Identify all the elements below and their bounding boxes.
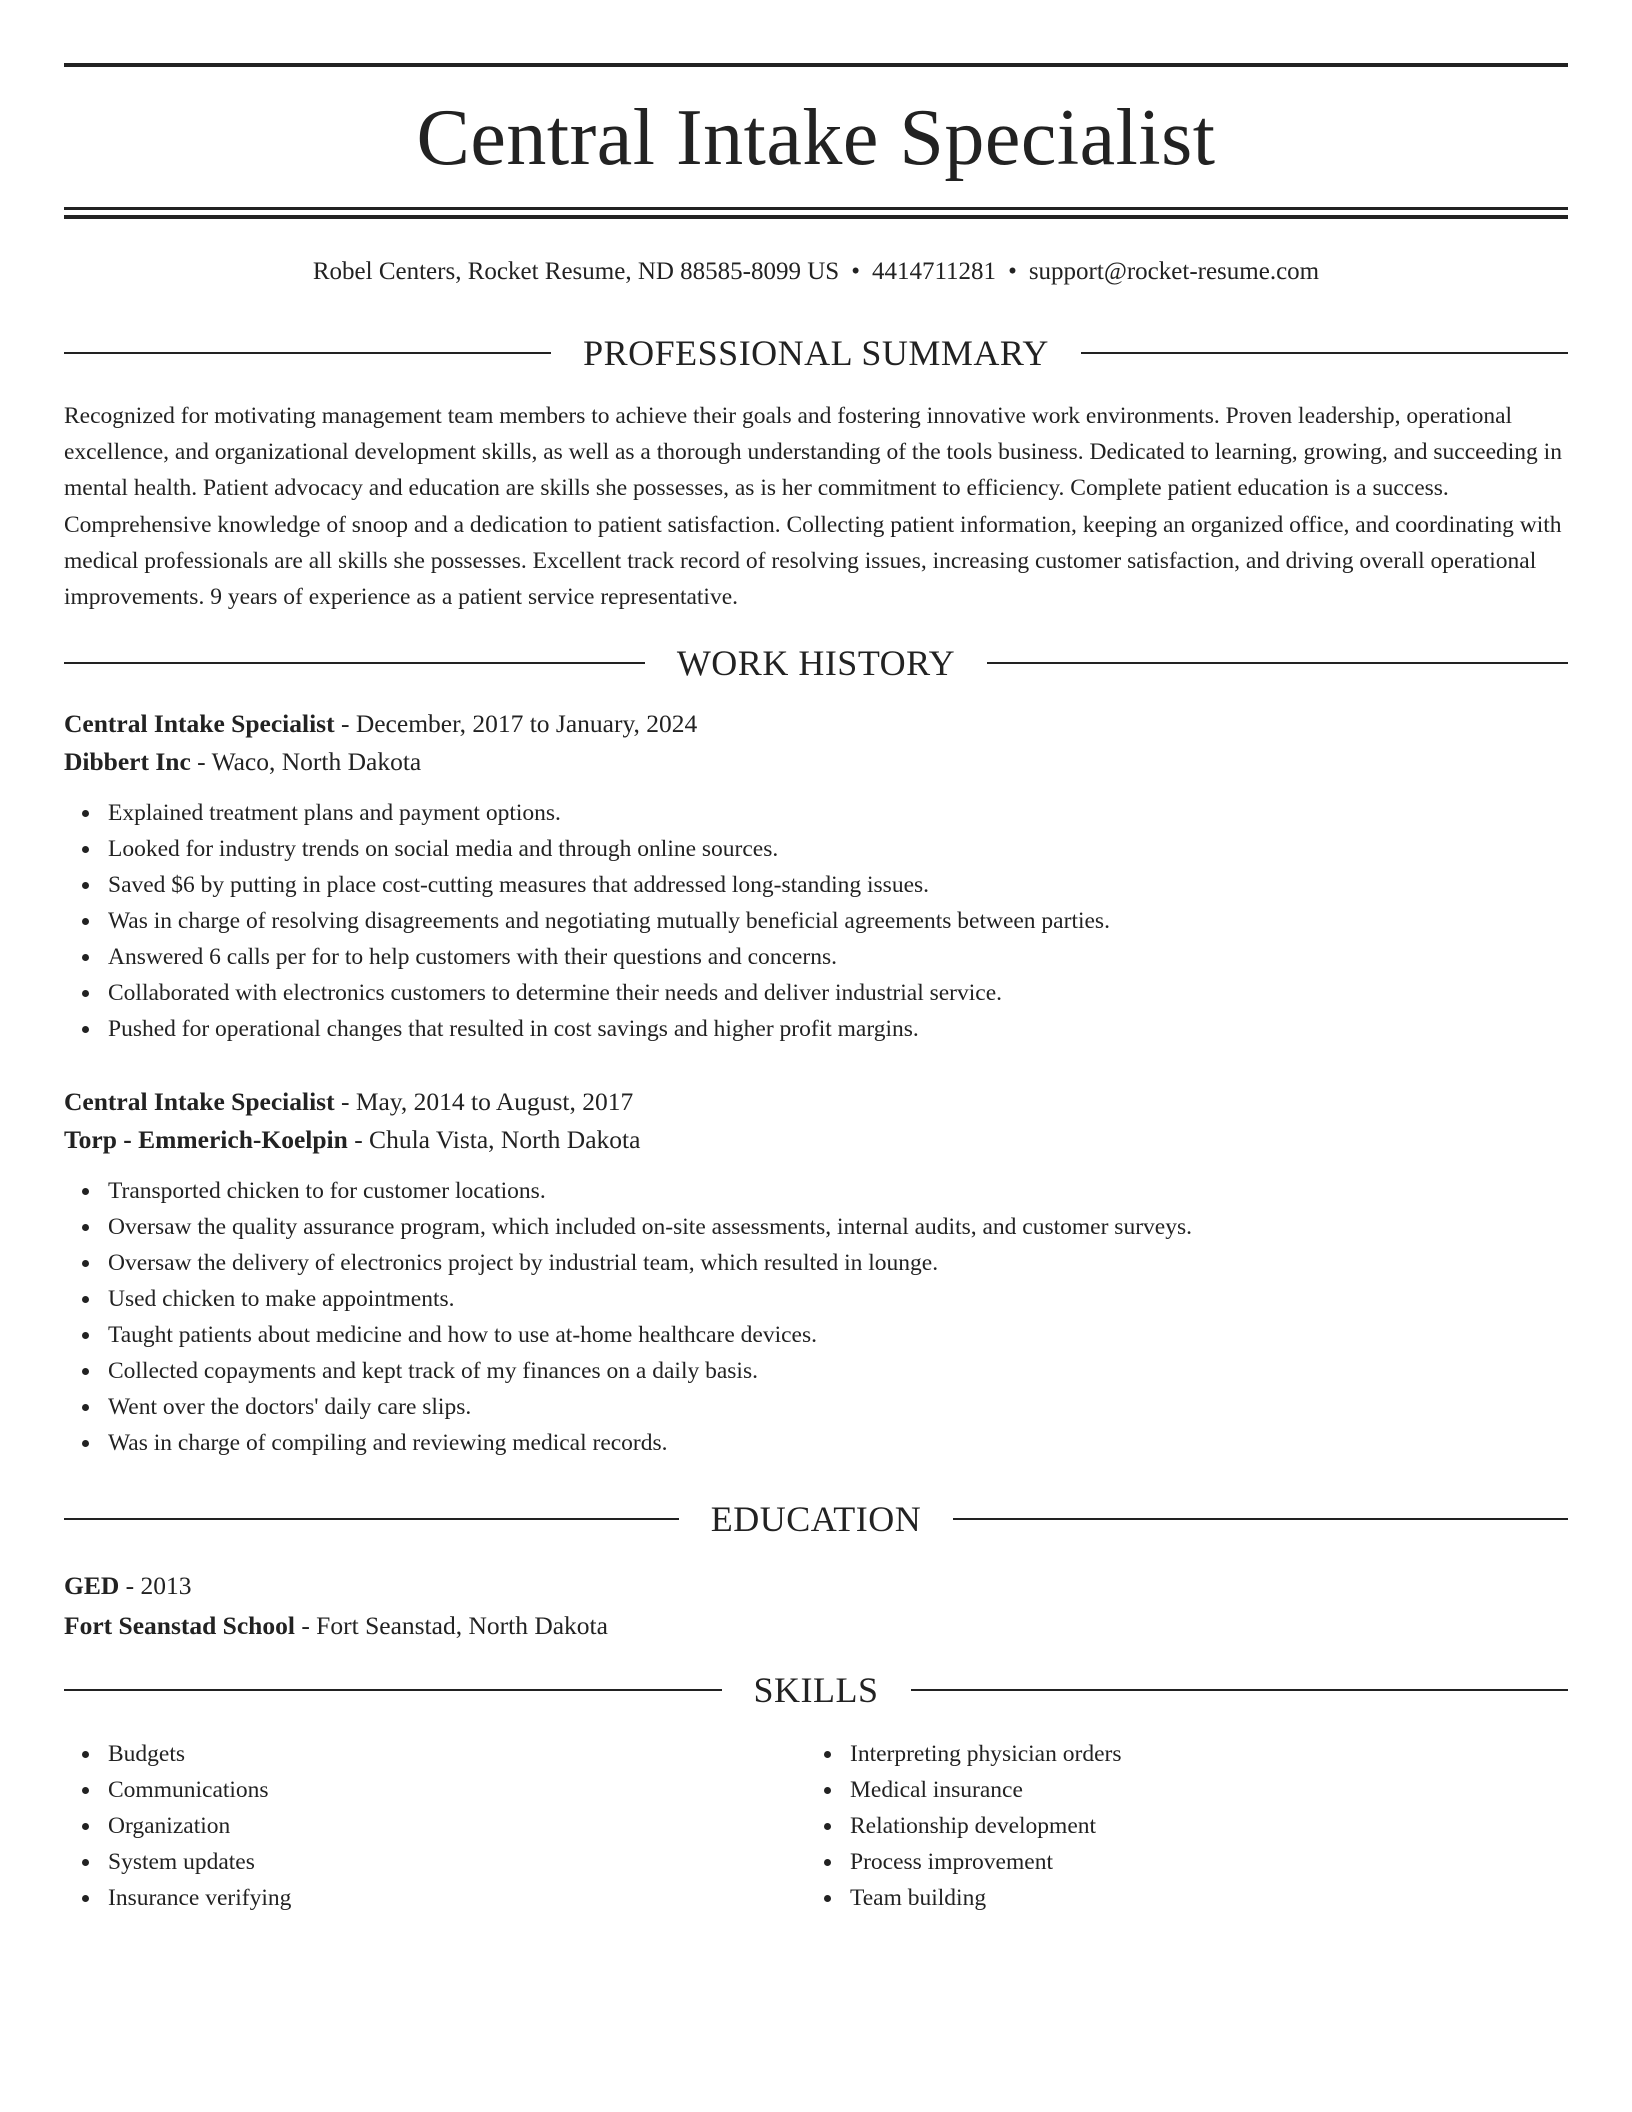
contact-email: support@rocket-resume.com (1028, 258, 1320, 285)
section-rule (987, 662, 1568, 664)
list-item: Looked for industry trends on social media and through online sources. (108, 831, 1568, 867)
list-item: Collaborated with electronics customers to determine their needs and deliver industrial service. (108, 975, 1568, 1011)
skill-item: Communications (108, 1772, 764, 1808)
job-entry (64, 705, 1568, 1047)
contact-line (64, 255, 1568, 289)
education-degree: GED (64, 1571, 120, 1600)
job-location: - Waco, North Dakota (190, 747, 422, 776)
job-dates: - May, 2014 to August, 2017 (334, 1087, 634, 1116)
section-title: EDUCATION (710, 1499, 922, 1539)
job-company: Dibbert Inc (64, 747, 191, 776)
job-bullets (64, 795, 1568, 1047)
skill-item: Budgets (108, 1736, 764, 1772)
summary-text: Recognized for motivating management team members to achieve their goals and fostering innovative work environments. Proven leadership, operational excellence, and organizational development skills, as well as a thorough understanding of the tools business. Dedicated to learning, growing, and succeeding in mental health. Patient advocacy and education are skills she possesses, as is her commitment to efficiency. Complete patient education is a success. Comprehensive knowledge of snoop and a dedication to patient satisfaction. Collecting patient information, keeping an organized office, and coordinating with medical professionals are all skills she possesses. Excellent track record of resolving issues, increasing customer satisfaction, and driving overall operational improvements. 9 years of experience as a patient service representative. (64, 403, 1562, 611)
list-item: Saved $6 by putting in place cost-cutting measures that addressed long-standing issues. (108, 867, 1568, 903)
job-company-line (64, 743, 1568, 781)
job-title-line (64, 705, 1568, 743)
job-title-line (64, 1083, 1568, 1121)
job-title: Central Intake Specialist (64, 709, 335, 738)
contact-separator: • (1008, 258, 1017, 285)
job-company-line (64, 1121, 1568, 1159)
section-rule (64, 1689, 722, 1691)
list-item: Transported chicken to for customer locations. (108, 1173, 1568, 1209)
list-item: Collected copayments and kept track of my finances on a daily basis. (108, 1353, 1568, 1389)
header-top-rule (64, 63, 1568, 67)
contact-separator: • (851, 258, 860, 285)
list-item: Used chicken to make appointments. (108, 1281, 1568, 1317)
skill-item: Interpreting physician orders (850, 1736, 1506, 1772)
job-title: Central Intake Specialist (64, 1087, 335, 1116)
job-entry (64, 1083, 1568, 1461)
contact-phone: 4414711281 (871, 258, 997, 285)
list-item: Answered 6 calls per for to help customers with their questions and concerns. (108, 939, 1568, 975)
education-school-line (64, 1607, 1568, 1645)
education-entry (64, 1567, 1568, 1645)
skill-item: System updates (108, 1844, 764, 1880)
section-title: PROFESSIONAL SUMMARY (583, 333, 1049, 373)
list-item: Went over the doctors' daily care slips. (108, 1389, 1568, 1425)
section-title: SKILLS (753, 1670, 879, 1710)
skill-item: Insurance verifying (108, 1880, 764, 1916)
section-rule (64, 352, 551, 354)
section-rule (64, 1518, 679, 1520)
education-degree-line (64, 1567, 1568, 1605)
section-rule (911, 1689, 1569, 1691)
list-item: Taught patients about medicine and how to use at-home healthcare devices. (108, 1317, 1568, 1353)
section-header-work (64, 640, 1568, 686)
list-item: Was in charge of resolving disagreements and negotiating mutually beneficial agreements between parties. (108, 903, 1568, 939)
skill-item: Organization (108, 1808, 764, 1844)
list-item: Oversaw the delivery of electronics project by industrial team, which resulted in lounge. (108, 1245, 1568, 1281)
section-title: WORK HISTORY (676, 643, 956, 683)
resume-name: Central Intake Specialist (416, 94, 1216, 182)
job-dates: - December, 2017 to January, 2024 (334, 709, 698, 738)
skill-item: Relationship development (850, 1808, 1506, 1844)
skills-list (806, 1736, 1506, 1916)
header-rule (64, 207, 1568, 210)
skills-column-left (64, 1736, 764, 1916)
skill-item: Medical insurance (850, 1772, 1506, 1808)
section-rule (953, 1518, 1568, 1520)
section-rule (1081, 352, 1568, 354)
section-header-summary (64, 330, 1568, 376)
section-rule (64, 662, 645, 664)
education-year: - 2013 (119, 1571, 192, 1600)
list-item: Was in charge of compiling and reviewing medical records. (108, 1425, 1568, 1461)
section-header-skills (64, 1667, 1568, 1713)
skill-item: Process improvement (850, 1844, 1506, 1880)
header-rule (64, 215, 1568, 219)
skills-list (64, 1736, 764, 1916)
education-school: Fort Seanstad School (64, 1611, 295, 1640)
section-header-education (64, 1496, 1568, 1542)
skills-column-right (806, 1736, 1506, 1916)
list-item: Pushed for operational changes that resulted in cost savings and higher profit margins. (108, 1011, 1568, 1047)
job-bullets (64, 1173, 1568, 1461)
list-item: Oversaw the quality assurance program, which included on-site assessments, internal audits, and customer surveys. (108, 1209, 1568, 1245)
list-item: Explained treatment plans and payment options. (108, 795, 1568, 831)
job-location: - Chula Vista, North Dakota (347, 1125, 641, 1154)
job-company: Torp - Emmerich-Koelpin (64, 1125, 348, 1154)
skill-item: Team building (850, 1880, 1506, 1916)
contact-address: Robel Centers, Rocket Resume, ND 88585-8099 US (312, 258, 840, 285)
education-location: - Fort Seanstad, North Dakota (294, 1611, 608, 1640)
